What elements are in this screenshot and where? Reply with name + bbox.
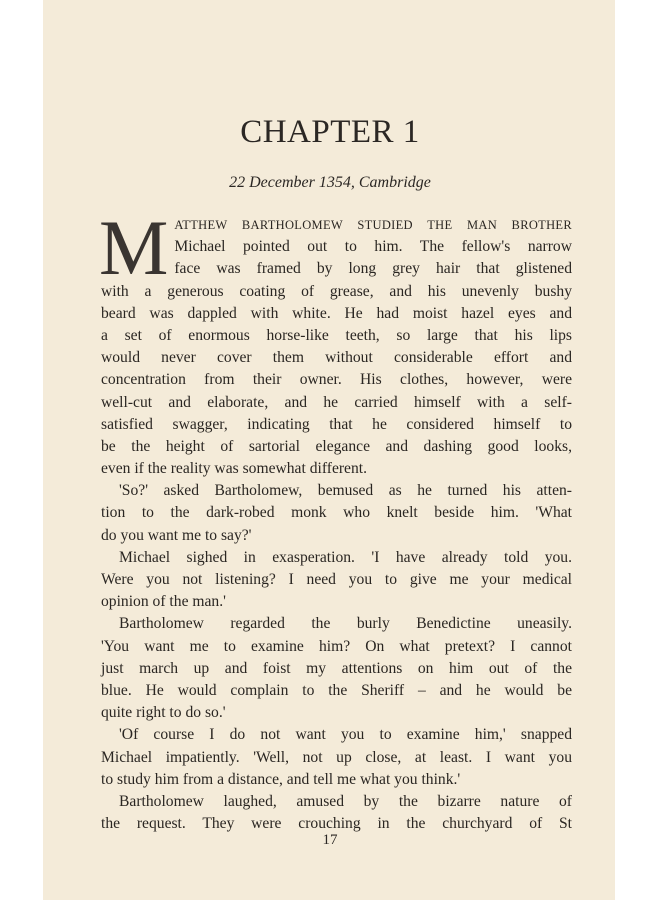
paragraph xyxy=(101,281,572,481)
paragraph-line: 'So?' asked Bartholomew, bemused as he turned his atten- xyxy=(119,482,572,500)
paragraph-line: quite right to do so.' xyxy=(101,704,226,722)
paragraph-line: 'Of course I do not want you to examine him,' snapped xyxy=(119,726,572,744)
paragraph xyxy=(101,480,572,547)
chapter-dateline: 22 December 1354, Cambridge xyxy=(229,174,431,191)
paragraph-line: be the height of sartorial elegance and dashing good looks, xyxy=(101,437,572,455)
paragraph-line: opinion of the man.' xyxy=(101,593,226,611)
paragraph xyxy=(101,791,572,835)
paragraph-line: satisfied swagger, indicating that he considered himself to xyxy=(101,415,572,433)
paragraph-line: concentration from their owner. His clothes, however, were xyxy=(101,371,572,389)
paragraph xyxy=(101,724,572,791)
paragraph-line: Michael sighed in exasperation. 'I have already told you. xyxy=(119,548,572,566)
paragraph-line: Bartholomew regarded the burly Benedictine uneasily. xyxy=(119,615,572,633)
paragraph-line: tion to the dark-robed monk who knelt beside him. 'What xyxy=(101,504,572,522)
opening-line-1 xyxy=(101,214,572,236)
paragraph-line: would never cover them without considerable effort and xyxy=(101,349,572,367)
body-text xyxy=(99,204,572,835)
opening-line-3: face was framed by long grey hair that glistened xyxy=(174,260,572,278)
chapter-title: CHAPTER 1 xyxy=(240,114,420,150)
paragraph-line: Bartholomew laughed, amused by the bizarre nature of xyxy=(119,792,572,810)
page-number: 17 xyxy=(322,832,338,848)
paragraph xyxy=(101,613,572,724)
paragraphs xyxy=(101,281,572,836)
paragraph-line: well-cut and elaborate, and he carried himself with a self- xyxy=(101,393,572,411)
drop-cap: M xyxy=(99,204,169,291)
paragraph-line: Were you not listening? I need you to give me your medical xyxy=(101,571,572,588)
paragraph-line: a set of enormous horse-like teeth, so large that his lips xyxy=(101,326,572,344)
paragraph-line: just march up and foist my attentions on him out of the xyxy=(101,659,572,677)
paragraph-line: Michael impatiently. 'Well, not up close, at least. I want you xyxy=(101,748,572,766)
paragraph-line: 'You want me to examine him? On what pretext? I cannot xyxy=(101,637,572,655)
paragraph-line: the request. They were crouching in the churchyard of St xyxy=(101,815,572,833)
paragraph-line: do you want me to say?' xyxy=(101,526,252,544)
paragraph-line: beard was dappled with white. He had moist hazel eyes and xyxy=(101,304,572,322)
paragraph-line: to study him from a distance, and tell me what you think.' xyxy=(101,770,461,788)
paragraph-line: with a generous coating of grease, and his unevenly bushy xyxy=(101,282,572,300)
paragraph-line: blue. He would complain to the Sheriff – and he would be xyxy=(101,681,572,699)
opening-smallcaps: ATTHEW BARTHOLOMEW STUDIED THE MAN BROTHER xyxy=(174,218,572,232)
paragraph xyxy=(101,547,572,614)
paragraph-line: even if the reality was somewhat different. xyxy=(101,460,368,478)
opening-line-2: Michael pointed out to him. The fellow's narrow xyxy=(174,238,572,256)
